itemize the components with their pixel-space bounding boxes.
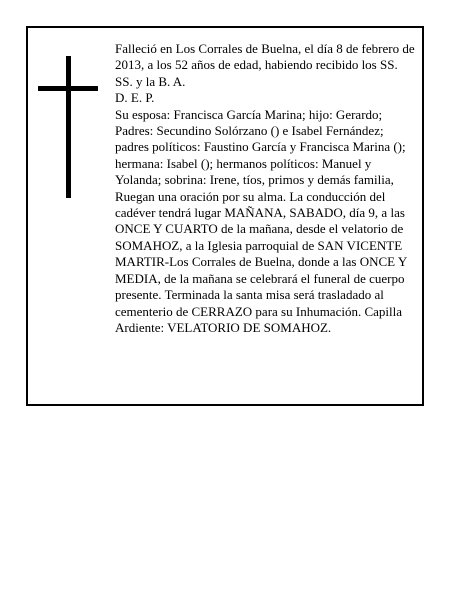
cross-vertical-bar bbox=[66, 56, 71, 198]
rest-in-peace: D. E. P. bbox=[115, 90, 155, 106]
cross-horizontal-bar bbox=[38, 86, 98, 91]
obituary-text bbox=[115, 41, 415, 336]
family-and-funeral-details: Su esposa: Francisca García Marina; hijo: Gerardo; Padres: Secundino Solórzano () e Isabel Fernández; padres políticos: Faustino García y Francisca Marina (); hermana: Isabel (); hermanos políticos: Manuel y Yolanda; sobrina: Irene, tíos, primos y demás familia, Ruegan una oración por su alma. La conducción del cadéver tendrá lugar MAÑANA, SABADO, día 9, a las ONCE Y CUARTO de la mañana, desde el velatorio de SOMAHOZ, a la Iglesia parroquial de SAN VICENTE MARTIR-Los Corrales de Buelna, donde a las ONCE Y MEDIA, de la mañana se celebrará el funeral de cuerpo presente. Terminada la santa misa será trasladado al cementerio de CERRAZO para su Inhumación. Capilla Ardiente: VELATORIO DE SOMAHOZ. bbox=[115, 106, 407, 335]
cross-icon bbox=[38, 56, 98, 198]
obituary-notice bbox=[26, 26, 424, 406]
death-announcement: Falleció en Los Corrales de Buelna, el día 8 de febrero de 2013, a los 52 años de edad, habiendo recibido los SS. SS. y la B. A. bbox=[115, 41, 415, 89]
